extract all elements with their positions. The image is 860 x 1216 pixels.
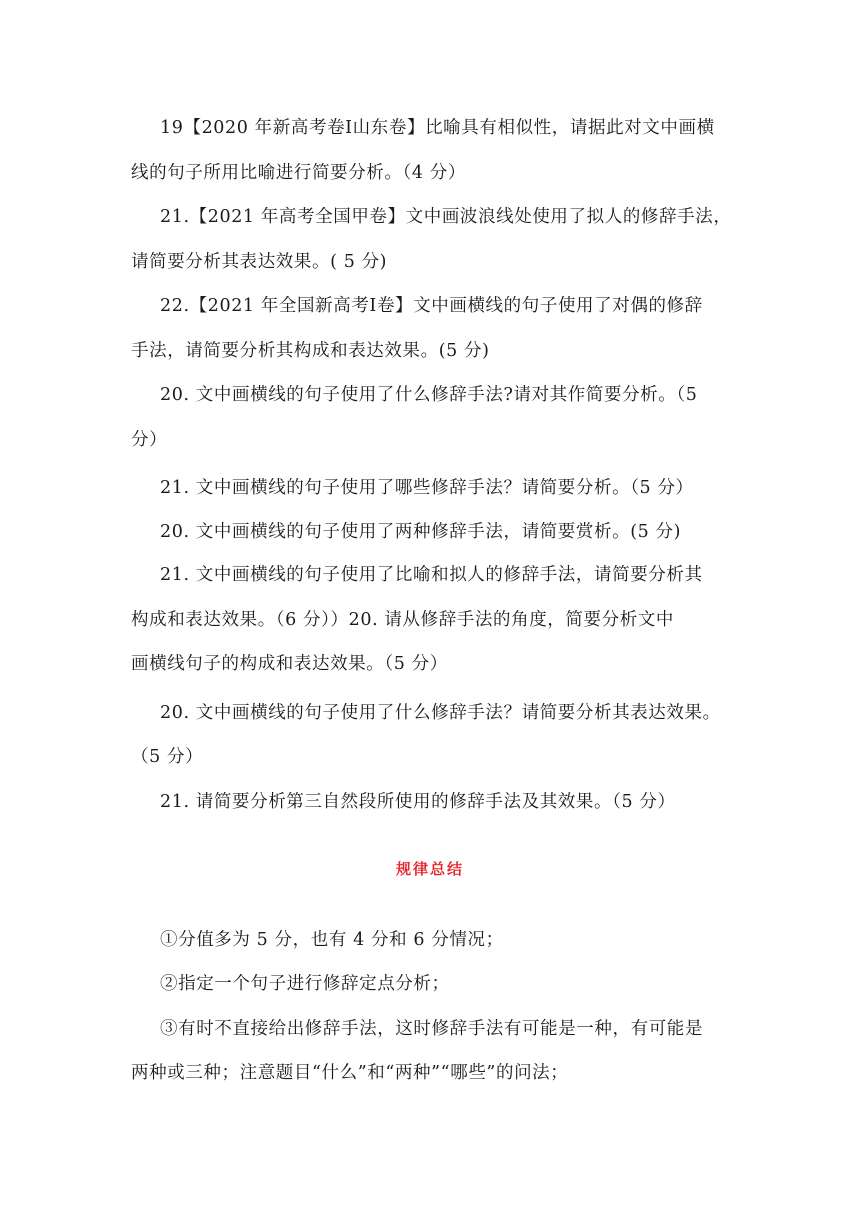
question-7-line-1: 21. 文中画横线的句子使用了比喻和拟人的修辞手法，请简要分析其 [160, 565, 703, 585]
question-4-line-2: 分） [131, 430, 168, 450]
question-8-line-2: （5 分） [131, 747, 204, 767]
question-6-line-1: 20. 文中画横线的句子使用了两种修辞手法，请简要赏析。(5 分) [160, 522, 682, 542]
question-8-line-1: 20. 文中画横线的句子使用了什么修辞手法？请简要分析其表达效果。 [160, 703, 721, 723]
summary-item-3-line-1: ③有时不直接给出修辞手法，这时修辞手法有可能是一种，有可能是 [160, 1019, 703, 1039]
question-1-line-2: 线的句子所用比喻进行简要分析。（4 分） [131, 163, 466, 183]
question-7-line-2: 构成和表达效果。（6 分））20. 请从修辞手法的角度，简要分析文中 [131, 610, 674, 630]
question-3-line-2: 手法，请简要分析其构成和表达效果。(5 分) [131, 341, 490, 361]
summary-item-1-line-1: ①分值多为 5 分，也有 4 分和 6 分情况； [160, 930, 504, 950]
question-9-line-1: 21. 请简要分析第三自然段所使用的修辞手法及其效果。（5 分） [160, 792, 676, 812]
question-4-line-1: 20. 文中画横线的句子使用了什么修辞手法?请对其作简要分析。（5 [160, 385, 698, 405]
summary-item-3-line-2: 两种或三种；注意题目“什么”和“两种”“哪些”的问法； [131, 1063, 569, 1083]
question-3-line-1: 22.【2021 年全国新高考Ⅰ卷】文中画横线的句子使用了对偶的修辞 [160, 296, 703, 316]
question-1-line-1: 19【2020 年新高考卷Ⅰ山东卷】比喻具有相似性，请据此对文中画横 [160, 118, 715, 138]
question-5-line-1: 21. 文中画横线的句子使用了哪些修辞手法？请简要分析。（5 分） [160, 478, 694, 498]
question-2-line-2: 请简要分析其表达效果。( 5 分) [131, 252, 388, 272]
question-7-line-3: 画横线句子的构成和表达效果。（5 分） [131, 654, 448, 674]
summary-heading: 规律总结 [395, 860, 464, 878]
question-2-line-1: 21.【2021 年高考全国甲卷】文中画波浪线处使用了拟人的修辞手法， [160, 207, 732, 227]
summary-item-2-line-1: ②指定一个句子进行修辞定点分析； [160, 974, 450, 994]
